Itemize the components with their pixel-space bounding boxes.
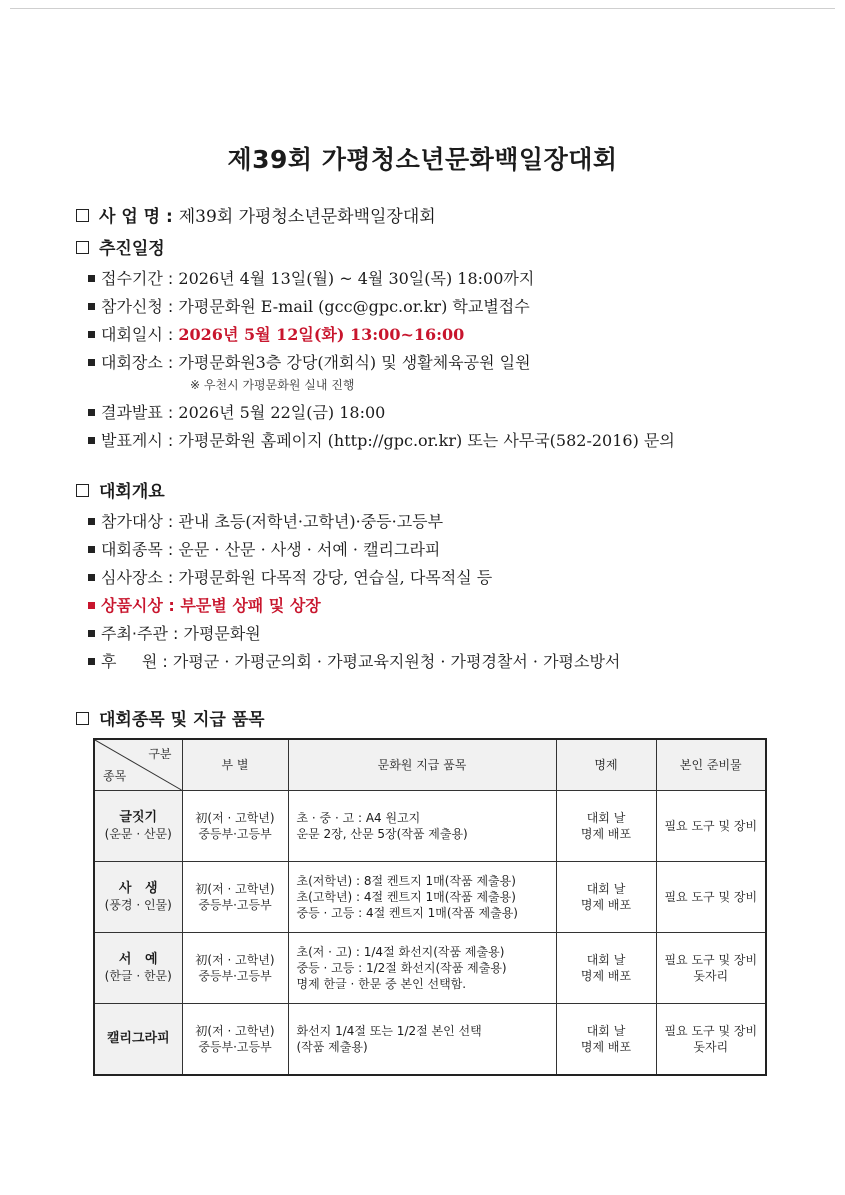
square-bullet-icon (88, 303, 95, 310)
event-cell (94, 791, 182, 862)
row-label: 주최·주관 : (101, 624, 179, 643)
event-name: 캘리그라피 (106, 1031, 170, 1046)
square-bullet-icon (88, 518, 95, 525)
row-value: 가평문화원 (183, 624, 261, 643)
prep-line: 필요 도구 및 장비 (664, 819, 758, 833)
square-bullet-icon (88, 546, 95, 553)
schedule-row-posting (88, 428, 675, 451)
row-label: 상품시상 : (101, 596, 175, 615)
table-header-row (94, 739, 766, 791)
prep-cell (656, 791, 766, 862)
business-value: 제39회 가평청소년문화백일장대회 (178, 207, 436, 227)
event-sub: (운문 · 산문) (104, 827, 172, 841)
page-title: 제39회 가평청소년문화백일장대회 (227, 145, 618, 174)
theme-line: 명제 배포 (580, 898, 632, 912)
items-cell (288, 1004, 556, 1076)
checkbox-square-icon (76, 712, 89, 725)
row-label: 대회일시 : (101, 325, 174, 344)
items-cell (288, 791, 556, 862)
row-value: 가평문화원 다목적 강당, 연습실, 다목적실 등 (178, 568, 493, 587)
square-bullet-icon (88, 630, 95, 637)
items-line: 초(저 · 고) : 1/4절 화선지(작품 제출용) (296, 945, 505, 959)
division-cell (182, 1004, 288, 1076)
items-line: 중등 · 고등 : 1/2절 화선지(작품 제출용) (296, 961, 507, 975)
rain-note: ※ 우천시 가평문화원 실내 진행 (190, 378, 355, 392)
row-value: 가평군 · 가평군의회 · 가평교육지원청 · 가평경찰서 · 가평소방서 (172, 652, 621, 671)
row-value: 2026년 5월 22일(금) 18:00 (178, 403, 386, 422)
row-label: 대회장소 : (101, 353, 174, 372)
items-line: 명제 한글 · 한문 중 본인 선택함. (296, 977, 467, 991)
theme-line: 대회 날 (586, 882, 626, 896)
event-table (93, 738, 767, 1076)
items-cell (288, 862, 556, 933)
table-row (94, 862, 766, 933)
event-sub: (한글 · 한문) (104, 969, 172, 983)
prep-line: 필요 도구 및 장비 (664, 1024, 758, 1038)
square-bullet-icon (88, 437, 95, 444)
overview-row-sponsor (88, 649, 620, 672)
theme-line: 명제 배포 (580, 1040, 632, 1054)
square-bullet-icon (88, 658, 95, 665)
event-name: 서 예 (118, 952, 158, 967)
header-division: 부 별 (182, 739, 288, 791)
table-heading-text: 대회종목 및 지급 품목 (99, 710, 265, 730)
event-name: 글짓기 (119, 810, 158, 825)
prep-line: 필요 도구 및 장비 (664, 890, 758, 904)
event-cell (94, 1004, 182, 1076)
schedule-row-reception (88, 266, 534, 289)
theme-line: 명제 배포 (580, 827, 632, 841)
checkbox-square-icon (76, 241, 89, 254)
square-bullet-icon (88, 359, 95, 366)
row-label: 참가신청 : (101, 297, 174, 316)
division-cell (182, 791, 288, 862)
division-line: 중등부·고등부 (198, 969, 272, 983)
header-items: 문화원 지급 품목 (288, 739, 556, 791)
row-value: 운문 · 산문 · 사생 · 서예 · 캘리그라피 (178, 540, 441, 559)
business-label: 사 업 명 : (99, 207, 173, 227)
event-sub: (풍경 · 인물) (104, 898, 172, 912)
schedule-heading-text: 추진일정 (99, 239, 165, 259)
prep-cell (656, 933, 766, 1004)
overview-heading-text: 대회개요 (99, 482, 165, 502)
row-value: 부문별 상패 및 상장 (180, 596, 321, 615)
row-label: 참가대상 : (101, 512, 174, 531)
division-line: 初(저 · 고학년) (195, 811, 275, 825)
checkbox-square-icon (76, 209, 89, 222)
theme-cell (556, 862, 656, 933)
division-line: 初(저 · 고학년) (195, 882, 275, 896)
theme-line: 명제 배포 (580, 969, 632, 983)
square-bullet-icon (88, 602, 95, 609)
items-line: 화선지 1/4절 또는 1/2절 본인 선택 (296, 1024, 482, 1038)
overview-row-host (88, 621, 261, 644)
event-name: 사 생 (118, 881, 158, 896)
schedule-row-venue (88, 350, 531, 373)
row-label: 결과발표 : (101, 403, 174, 422)
schedule-heading (76, 234, 165, 259)
table-heading (76, 705, 265, 730)
square-bullet-icon (88, 574, 95, 581)
row-value: 관내 초등(저학년·고학년)·중등·고등부 (178, 512, 444, 531)
overview-row-target (88, 509, 443, 532)
division-line: 중등부·고등부 (198, 827, 272, 841)
header-prep: 본인 준비물 (656, 739, 766, 791)
square-bullet-icon (88, 331, 95, 338)
event-cell (94, 862, 182, 933)
prep-cell (656, 862, 766, 933)
prep-line: 필요 도구 및 장비 (664, 953, 758, 967)
theme-line: 대회 날 (586, 953, 626, 967)
theme-cell (556, 1004, 656, 1076)
items-line: 초 · 중 · 고 : A4 원고지 (296, 811, 421, 825)
diagonal-header-cell (94, 739, 182, 791)
overview-row-awards (88, 593, 321, 616)
table-row (94, 791, 766, 862)
items-line: 중등 · 고등 : 4절 켄트지 1매(작품 제출용) (296, 906, 518, 920)
overview-heading (76, 477, 165, 502)
row-value: 2026년 4월 13일(월) ~ 4월 30일(목) 18:00까지 (178, 269, 535, 288)
items-line: 초(고학년) : 4절 켄트지 1매(작품 제출용) (296, 890, 516, 904)
row-label: 발표게시 : (101, 431, 174, 450)
division-cell (182, 862, 288, 933)
checkbox-square-icon (76, 484, 89, 497)
items-line: (작품 제출용) (296, 1040, 368, 1054)
theme-line: 대회 날 (586, 811, 626, 825)
table-row (94, 933, 766, 1004)
business-section (76, 202, 436, 227)
schedule-row-apply (88, 294, 530, 317)
square-bullet-icon (88, 275, 95, 282)
row-label: 접수기간 : (101, 269, 174, 288)
row-value: 가평문화원3층 강당(개회식) 및 생활체육공원 일원 (178, 353, 531, 372)
prep-cell (656, 1004, 766, 1076)
row-value-highlight: 2026년 5월 12일(화) 13:00~16:00 (178, 325, 465, 344)
items-line: 운문 2장, 산문 5장(작품 제출용) (296, 827, 468, 841)
schedule-row-results (88, 400, 385, 423)
division-line: 初(저 · 고학년) (195, 1024, 275, 1038)
row-label: 심사장소 : (101, 568, 174, 587)
prep-line: 돗자리 (693, 969, 729, 983)
diag-bottom-label: 종목 (103, 769, 127, 783)
division-line: 중등부·고등부 (198, 898, 272, 912)
theme-cell (556, 791, 656, 862)
theme-line: 대회 날 (586, 1024, 626, 1038)
overview-row-judging (88, 565, 492, 588)
top-rule (10, 8, 835, 9)
diag-top-label: 구분 (148, 747, 172, 761)
items-line: 초(저학년) : 8절 켄트지 1매(작품 제출용) (296, 874, 516, 888)
table-row (94, 1004, 766, 1076)
schedule-row-datetime (88, 322, 464, 345)
division-cell (182, 933, 288, 1004)
overview-row-events (88, 537, 440, 560)
division-line: 중등부·고등부 (198, 1040, 272, 1054)
row-label: 후 원 : (101, 652, 168, 671)
header-theme: 명제 (556, 739, 656, 791)
row-label: 대회종목 : (101, 540, 174, 559)
square-bullet-icon (88, 409, 95, 416)
theme-cell (556, 933, 656, 1004)
prep-line: 돗자리 (693, 1040, 729, 1054)
event-cell (94, 933, 182, 1004)
row-value: 가평문화원 홈페이지 (http://gpc.or.kr) 또는 사무국(582-2016) 문의 (178, 431, 675, 450)
division-line: 初(저 · 고학년) (195, 953, 275, 967)
items-cell (288, 933, 556, 1004)
row-value: 가평문화원 E-mail (gcc@gpc.or.kr) 학교별접수 (178, 297, 530, 316)
